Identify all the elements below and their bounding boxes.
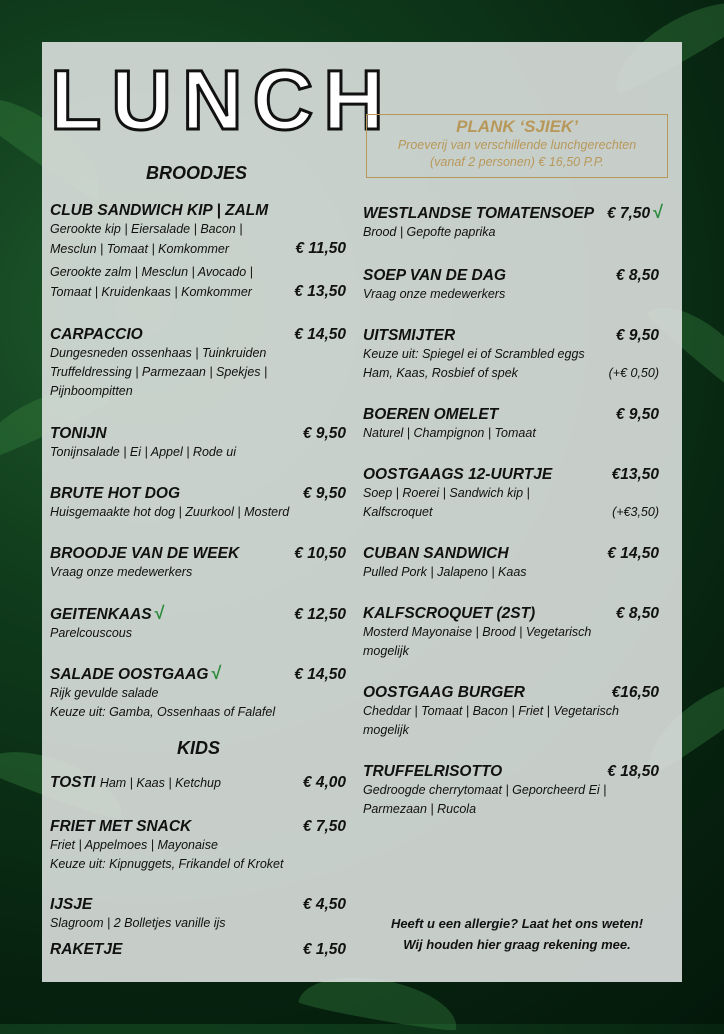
- item-price: € 4,50: [302, 896, 346, 913]
- item-desc: Mosterd Mayonaise | Brood | Vegetarisch: [363, 625, 592, 639]
- item-desc: Ham, Kaas, Rosbief of spek: [363, 366, 518, 380]
- plank-box: [366, 114, 668, 178]
- item-desc: Ham | Kaas | Ketchup: [99, 776, 221, 790]
- item-desc: Kalfscroquet: [363, 505, 433, 519]
- item-desc: Keuze uit: Spiegel ei of Scrambled eggs: [363, 347, 585, 361]
- item-name: BOEREN OMELET: [363, 406, 499, 423]
- item-name: OOSTGAAG BURGER: [363, 684, 525, 701]
- item-desc: Vraag onze medewerkers: [50, 565, 193, 579]
- item-price: € 10,50: [294, 545, 346, 562]
- vegetarian-icon: √: [154, 603, 165, 623]
- item-name: TRUFFELRISOTTO: [363, 763, 503, 780]
- section-kids: KIDS: [177, 738, 221, 758]
- menu-item-salade: [50, 663, 346, 722]
- item-price: € 4,00: [302, 774, 346, 791]
- item-desc: Pulled Pork | Jalapeno | Kaas: [363, 565, 527, 579]
- item-name: OOSTGAAGS 12-UURTJE: [363, 466, 553, 483]
- item-desc: Slagroom | 2 Bolletjes vanille ijs: [50, 916, 226, 930]
- item-price: € 7,50: [302, 818, 346, 835]
- item-desc: Parmezaan | Rucola: [363, 802, 477, 816]
- item-price: € 13,50: [294, 283, 346, 300]
- vegetarian-icon: √: [653, 202, 663, 222]
- item-name: WESTLANDSE TOMATENSOEP: [363, 205, 595, 222]
- item-desc: mogelijk: [363, 644, 409, 658]
- item-name: TONIJN: [50, 425, 107, 442]
- item-desc: Parelcouscous: [50, 626, 132, 640]
- item-price: € 9,50: [302, 425, 346, 442]
- allergy-line-1: Heeft u een allergie? Laat het ons weten!: [390, 916, 644, 931]
- allergy-notice: [362, 913, 672, 955]
- item-desc: Tomaat | Kruidenkaas | Komkommer: [50, 285, 252, 299]
- item-desc: mogelijk: [363, 723, 409, 737]
- menu-item-burger: [363, 684, 659, 740]
- item-price: € 12,50: [294, 606, 346, 623]
- menu-item-omelet: [363, 406, 659, 443]
- menu-item-soep-van-de-dag: [363, 267, 659, 304]
- allergy-line-2: Wij houden hier graag rekening mee.: [403, 937, 631, 952]
- page-title: LUNCH: [50, 53, 394, 147]
- item-desc: Naturel | Champignon | Tomaat: [363, 426, 536, 440]
- item-price: € 14,50: [294, 326, 346, 343]
- item-name: CARPACCIO: [50, 326, 143, 343]
- menu-item-tomatensoep: [363, 202, 663, 242]
- plank-line-1: Proeverij van verschillende lunchgerechten: [397, 138, 637, 152]
- item-desc: Pijnboompitten: [50, 384, 133, 398]
- menu-item-tonijn: [50, 425, 346, 462]
- item-desc: Huisgemaakte hot dog | Zuurkool | Mosterd: [50, 505, 290, 519]
- item-price: € 14,50: [294, 666, 346, 683]
- menu-item-12-uurtje: [363, 466, 659, 522]
- item-desc: Mesclun | Tomaat | Komkommer: [50, 242, 230, 256]
- menu-item-cuban: [363, 545, 659, 582]
- item-name: SOEP VAN DE DAG: [363, 267, 506, 284]
- item-price: € 9,50: [302, 485, 346, 502]
- item-desc: Keuze uit: Kipnuggets, Frikandel of Kroket: [50, 857, 284, 871]
- menu-item-week: [50, 545, 346, 582]
- item-desc: Cheddar | Tomaat | Bacon | Friet | Vegetarisch: [363, 704, 619, 718]
- menu-item-tosti: [50, 774, 346, 793]
- item-name: GEITENKAAS: [50, 606, 152, 623]
- menu-item-raketje: [50, 941, 346, 959]
- menu-item-hotdog: [50, 485, 346, 522]
- item-price: € 7,50: [607, 205, 651, 222]
- item-price: € 11,50: [295, 240, 346, 257]
- item-name: CUBAN SANDWICH: [363, 545, 509, 562]
- item-price: €16,50: [611, 684, 659, 701]
- plank-line-2: (vanaf 2 personen) € 16,50 P.P.: [430, 155, 604, 169]
- item-desc: Dungesneden ossenhaas | Tuinkruiden: [50, 346, 267, 360]
- item-price: € 8,50: [615, 267, 659, 284]
- item-name: UITSMIJTER: [363, 327, 456, 344]
- item-name: TOSTI: [50, 774, 96, 791]
- item-price: €13,50: [611, 466, 659, 483]
- menu-item-ijsje: [50, 896, 346, 933]
- item-price: € 8,50: [615, 605, 659, 622]
- item-extra-price: (+€3,50): [612, 505, 659, 519]
- menu-item-carpaccio: [50, 326, 346, 401]
- item-desc: Keuze uit: Gamba, Ossenhaas of Falafel: [50, 705, 276, 719]
- menu-item-club: [50, 202, 346, 302]
- item-price: € 1,50: [302, 941, 346, 958]
- vegetarian-icon: √: [211, 663, 222, 683]
- item-desc: Gedroogde cherrytomaat | Geporcheerd Ei |: [363, 783, 607, 797]
- item-name: RAKETJE: [50, 941, 123, 958]
- menu-item-friet: [50, 818, 346, 874]
- plank-title: PLANK ‘SJIEK’: [456, 117, 578, 136]
- item-price: € 14,50: [607, 545, 659, 562]
- item-name: CLUB SANDWICH KIP | ZALM: [50, 202, 269, 219]
- item-price: € 9,50: [615, 327, 659, 344]
- item-name: SALADE OOSTGAAG: [50, 666, 209, 683]
- item-desc: Brood | Gepofte paprika: [363, 225, 496, 239]
- item-price: € 9,50: [615, 406, 659, 423]
- item-extra-price: (+€ 0,50): [608, 366, 659, 380]
- menu-item-uitsmijter: [363, 327, 659, 383]
- item-desc: Truffeldressing | Parmezaan | Spekjes |: [50, 365, 268, 379]
- section-broodjes: BROODJES: [146, 163, 248, 183]
- item-name: BROODJE VAN DE WEEK: [50, 545, 240, 562]
- item-desc: Vraag onze medewerkers: [363, 287, 506, 301]
- menu-item-kalfscroquet: [363, 605, 659, 661]
- item-desc: Friet | Appelmoes | Mayonaise: [50, 838, 218, 852]
- item-desc: Tonijnsalade | Ei | Appel | Rode ui: [50, 445, 237, 459]
- item-name: IJSJE: [50, 896, 93, 913]
- item-price: € 18,50: [607, 763, 659, 780]
- menu-item-geitenkaas: [50, 603, 346, 643]
- item-desc: Soep | Roerei | Sandwich kip |: [363, 486, 530, 500]
- item-desc: Gerookte kip | Eiersalade | Bacon |: [50, 222, 243, 236]
- item-name: KALFSCROQUET (2ST): [363, 605, 536, 622]
- item-name: FRIET MET SNACK: [50, 818, 192, 835]
- menu-item-risotto: [363, 763, 659, 819]
- item-desc: Gerookte zalm | Mesclun | Avocado |: [50, 265, 253, 279]
- item-desc: Rijk gevulde salade: [50, 686, 159, 700]
- item-name: BRUTE HOT DOG: [50, 485, 181, 502]
